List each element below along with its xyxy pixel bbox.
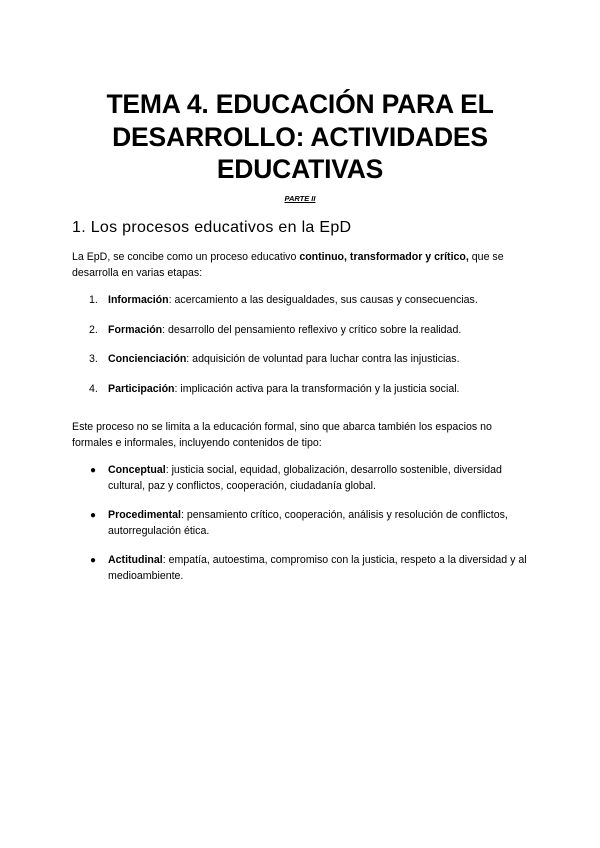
- paragraph: Este proceso no se limita a la educación formal, sino que abarca también los espacios no formales e informales, incluyendo contenidos de tipo:: [72, 421, 492, 449]
- list-term: Actitudinal: [108, 554, 163, 566]
- content-types-list: [72, 463, 542, 598]
- list-desc: : pensamiento crítico, cooperación, análisis y resolución de conflictos, autorregulación ética.: [108, 509, 508, 537]
- list-item: [72, 508, 542, 539]
- list-item: [72, 553, 542, 584]
- list-desc: : implicación activa para la transformación y la justicia social.: [174, 382, 460, 395]
- list-number: 1.: [89, 294, 98, 306]
- bullet-icon: ●: [90, 510, 97, 521]
- stages-list: [72, 293, 532, 411]
- title-line: DESARROLLO: ACTIVIDADES: [112, 121, 488, 152]
- bullet-icon: ●: [90, 465, 97, 476]
- list-desc: : justicia social, equidad, globalización, desarrollo sostenible, diversidad cultural, paz y conflictos, cooperación, ciudadanía global.: [108, 464, 502, 492]
- list-term: Formación: [108, 323, 163, 336]
- list-term: Información: [108, 294, 169, 306]
- intro-text-end: que se desarrolla en varias etapas:: [72, 251, 504, 279]
- list-desc: : desarrollo del pensamiento reflexivo y crítico sobre la realidad.: [162, 323, 462, 336]
- list-item: [72, 323, 532, 353]
- page-title: [60, 88, 540, 186]
- list-term: Conceptual: [108, 464, 166, 476]
- title-line: TEMA 4. EDUCACIÓN PARA EL: [106, 89, 494, 119]
- list-desc: : acercamiento a las desigualdades, sus causas y consecuencias.: [168, 294, 478, 306]
- list-item: [72, 293, 532, 323]
- intro-text: La EpD, se concibe como un proceso educativo: [72, 251, 300, 263]
- intro-bold: continuo, transformador y crítico,: [299, 251, 469, 263]
- subtitle: PARTE II: [284, 194, 316, 203]
- list-number: 2.: [89, 323, 98, 336]
- bullet-icon: ●: [90, 555, 97, 566]
- section-heading: 1. Los procesos educativos en la EpD: [72, 219, 352, 236]
- list-number: 4.: [89, 382, 98, 395]
- title-line: EDUCATIVAS: [216, 154, 384, 184]
- list-desc: : empatía, autoestima, compromiso con la justicia, respeto a la diversidad y al medioambiente.: [108, 554, 527, 582]
- list-term: Procedimental: [108, 509, 182, 521]
- list-item: [72, 352, 532, 382]
- list-item: [72, 463, 542, 494]
- list-desc: : adquisición de voluntad para luchar contra las injusticias.: [186, 353, 460, 365]
- list-item: [72, 382, 532, 412]
- intro-paragraph: [72, 250, 532, 281]
- list-term: Participación: [108, 382, 175, 395]
- list-term: Concienciación: [108, 353, 187, 365]
- list-number: 3.: [89, 353, 98, 365]
